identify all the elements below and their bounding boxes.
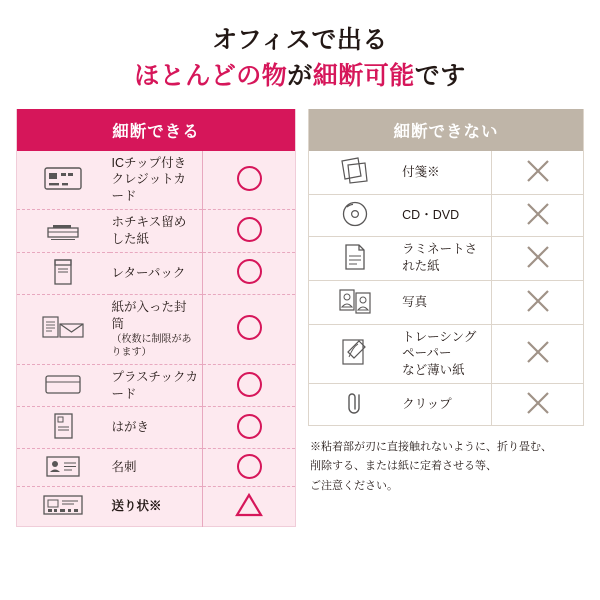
table-row [17,210,296,253]
row-label-note: （枚数に制限があります） [111,333,192,359]
status-mark [492,194,584,236]
can-shred-column [16,109,296,528]
cross-mark-icon [525,158,551,184]
row-label: 写真 [400,280,492,324]
row-label-line1: ICチップ付き [111,155,187,170]
row-label: レターパック [110,252,203,294]
status-mark [203,449,296,487]
sticky-notes-icon [309,151,401,195]
credit-card-icon [17,151,110,210]
cannot-shred-header: 細断できない [309,109,584,151]
status-mark [203,407,296,449]
footnote [308,426,584,496]
circle-mark-icon [237,217,262,242]
row-label-line2: など薄い紙 [402,363,465,378]
footnote-line-2: 削除する、または紙に定着させる等、 [310,460,497,473]
can-shred-header: 細断できる [17,109,296,151]
disc-icon [309,194,401,236]
table-row [17,151,296,210]
plastic-card-icon [17,364,110,407]
can-shred-table [16,109,296,528]
row-label [110,151,203,210]
row-label [110,294,203,364]
row-label: プラスチックカード [110,364,203,407]
status-mark [203,487,296,527]
cross-mark-icon [525,201,551,227]
status-mark [203,294,296,364]
cannot-shred-column [308,109,584,528]
table-row [309,280,584,324]
circle-mark-icon [237,315,262,340]
table-row [309,384,584,426]
circle-mark-icon [237,166,262,191]
row-label: 付箋※ [400,151,492,195]
stapled-paper-icon [17,210,110,253]
table-row [17,294,296,364]
title-highlight-1: ほとんどの物 [134,62,288,91]
table-row [17,364,296,407]
row-label-line2: クレジットカード [111,172,186,204]
tracing-paper-icon [309,324,401,384]
circle-mark-icon [237,454,262,479]
tables-container [0,95,600,528]
status-mark [492,280,584,324]
row-label-line1: トレーシングペーパー [402,329,477,361]
circle-mark-icon [237,372,262,397]
status-mark [203,151,296,210]
page-title [0,0,600,95]
table-row [17,252,296,294]
row-label: クリップ [400,384,492,426]
status-mark [492,324,584,384]
status-mark [203,210,296,253]
table-row [309,236,584,280]
title-line-1: オフィスで出る [212,26,388,54]
status-mark [203,364,296,407]
table-row [17,407,296,449]
footnote-line-3: ご注意ください。 [310,479,398,492]
table-row [309,151,584,195]
row-label [400,324,492,384]
paperclip-icon [309,384,401,426]
table-row [17,487,296,527]
row-label: CD・DVD [400,194,492,236]
letter-pack-icon [17,252,110,294]
circle-mark-icon [237,414,262,439]
row-label: 名刺 [110,449,203,487]
circle-mark-icon [237,259,262,284]
row-label: 送り状※ [110,487,203,527]
cross-mark-icon [525,288,551,314]
row-label: ホチキス留めした紙 [110,210,203,253]
shipping-label-icon [17,487,110,527]
triangle-mark-icon [235,492,263,518]
row-label-line1: 紙が入った封筒 [111,299,187,331]
status-mark [492,151,584,195]
status-mark [203,252,296,294]
table-row [17,449,296,487]
laminated-paper-icon [309,236,401,280]
title-line-2 [0,58,600,94]
row-label: ラミネートされた紙 [400,236,492,280]
cross-mark-icon [525,339,551,365]
status-mark [492,236,584,280]
title-plain-2: です [414,62,466,91]
status-mark [492,384,584,426]
business-card-icon [17,449,110,487]
cross-mark-icon [525,244,551,270]
table-row [309,194,584,236]
cross-mark-icon [525,390,551,416]
title-highlight-2: 細断可能 [312,62,415,91]
envelope-with-paper-icon [17,294,110,364]
cannot-shred-table [308,109,584,427]
footnote-line-1: ※粘着部が刃に直接触れないように、折り畳む、 [310,441,552,454]
postcard-icon [17,407,110,449]
row-label: はがき [110,407,203,449]
title-plain-1: が [287,62,313,91]
photo-icon [309,280,401,324]
table-row [309,324,584,384]
